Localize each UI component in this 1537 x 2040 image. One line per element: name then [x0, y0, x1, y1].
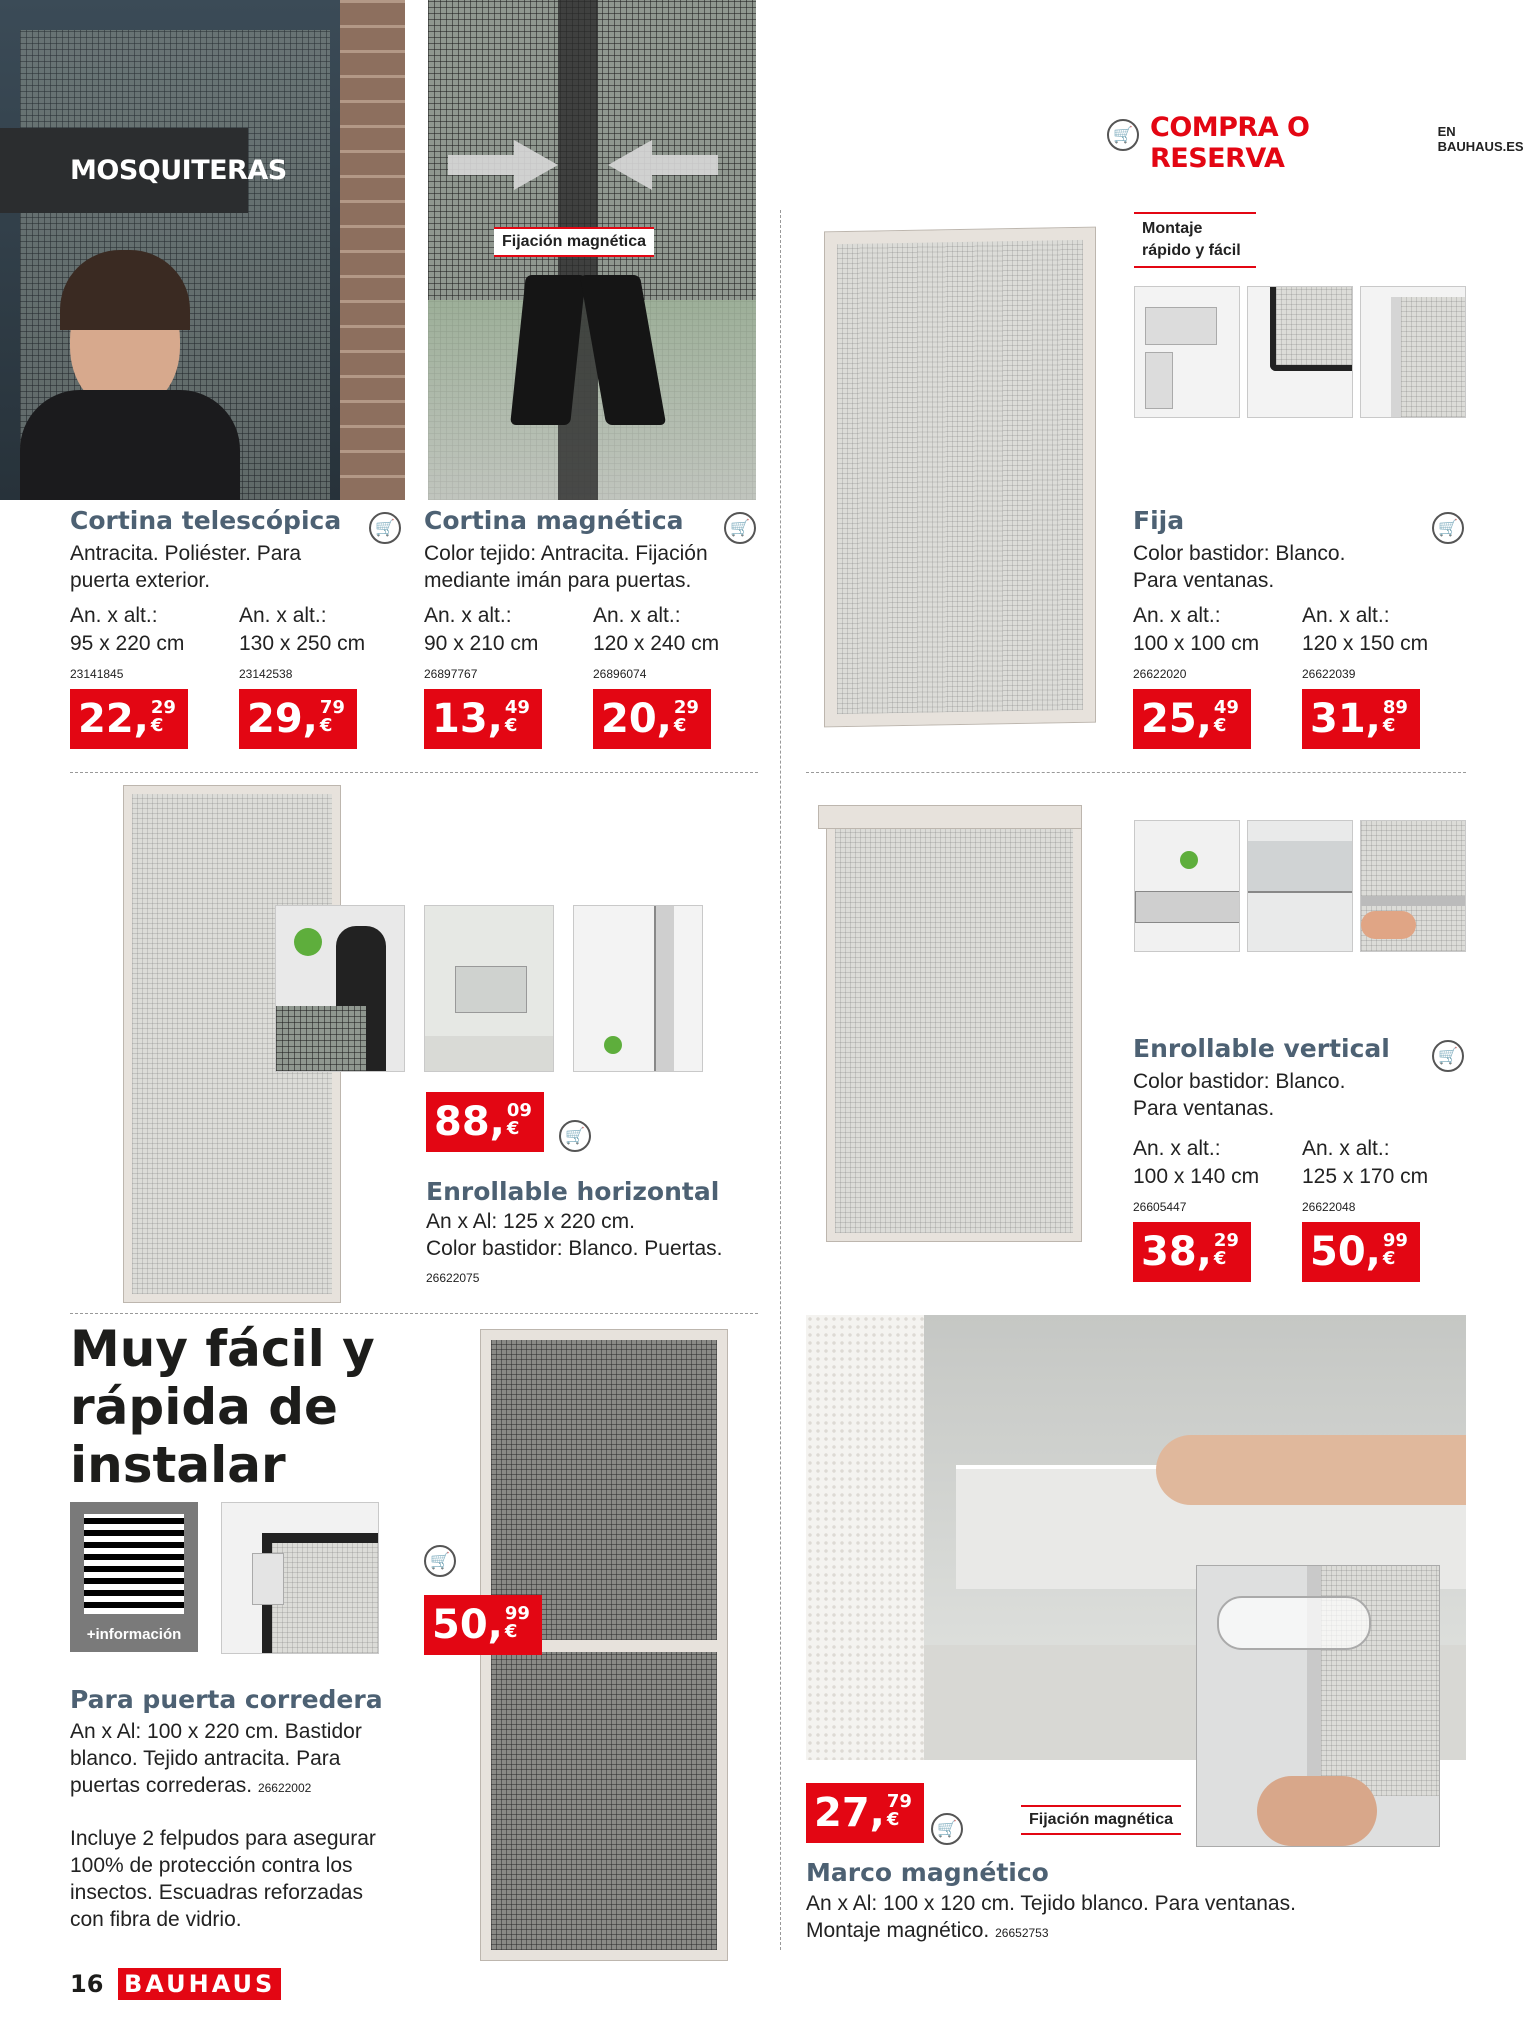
product-title: Marco magnético: [806, 1858, 1049, 1887]
size-label: An. x alt.:: [424, 604, 512, 627]
article-code: 23142538: [239, 667, 293, 681]
price-tag: 50, 99 €: [424, 1595, 542, 1655]
product-description: An x Al: 100 x 220 cm. Bastidor blanco. Tejido antracita. Para puertas correderas. 26622002: [70, 1720, 362, 1797]
size-value: 100 x 140 cm: [1133, 1165, 1260, 1188]
article-code: 26652753: [995, 1926, 1049, 1940]
product-description: An x Al: 125 x 220 cm.: [426, 1210, 635, 1233]
thumb-roller-detail: [275, 905, 405, 1072]
article-code: 26605447: [1133, 1200, 1187, 1214]
price-tag: 88, 09 €: [426, 1092, 544, 1152]
brand-name: BAUHAUS: [124, 1970, 276, 1998]
product-extra-info: Incluye 2 felpudos para asegurar 100% de protección contra los insectos. Escuadras reforzadas con fibra de vidrio.: [70, 1827, 376, 1931]
product-title: Enrollable horizontal: [426, 1177, 720, 1206]
photo-telescopic-curtain: [0, 0, 405, 500]
product-title: Fija: [1133, 506, 1185, 535]
thumb-corner-joint: [1134, 286, 1240, 418]
product-title: Enrollable vertical: [1133, 1034, 1390, 1063]
size-value: 125 x 170 cm: [1302, 1165, 1429, 1188]
product-description: Color bastidor: Blanco. Para ventanas.: [1133, 1070, 1346, 1120]
size-label: An. x alt.:: [1133, 1137, 1221, 1160]
product-title: Cortina telescópica: [70, 506, 342, 535]
article-code: 26622075: [426, 1271, 480, 1285]
add-to-cart-icon[interactable]: 🛒: [424, 1545, 456, 1577]
add-to-cart-icon[interactable]: 🛒: [559, 1120, 591, 1152]
page-number: 16: [70, 1970, 104, 1998]
price-tag: 13, 49 €: [424, 689, 542, 749]
product-description: Color bastidor: Blanco. Para ventanas.: [1133, 542, 1346, 592]
bauhaus-logo: [118, 1968, 281, 2000]
add-to-cart-icon[interactable]: 🛒: [1432, 1040, 1464, 1072]
product-title: Para puerta corredera: [70, 1685, 383, 1714]
cta-small-text: EN BAUHAUS.ES: [1437, 124, 1524, 154]
size-value: 95 x 220 cm: [70, 632, 185, 655]
article-code: 26897767: [424, 667, 478, 681]
size-label: An. x alt.:: [1302, 1137, 1390, 1160]
product-title: Cortina magnética: [424, 506, 684, 535]
size-label: An. x alt.:: [1302, 604, 1390, 627]
photo-vertical-roller: [827, 820, 1081, 1241]
row-divider: [806, 772, 1466, 773]
photo-fixed-screen: [825, 228, 1095, 727]
article-code: 26622002: [257, 1781, 312, 1795]
inset-magnetic-detail: [1196, 1565, 1440, 1847]
qr-code-icon: [84, 1514, 184, 1614]
add-to-cart-icon[interactable]: 🛒: [931, 1813, 963, 1845]
product-description: Color bastidor: Blanco. Puertas.: [426, 1237, 723, 1260]
thumb-guide-detail: [573, 905, 703, 1072]
product-description: Antracita. Poliéster. Para puerta exterior.: [70, 542, 302, 592]
article-code: 23141845: [70, 667, 124, 681]
thumb-bracket-detail: [424, 905, 554, 1072]
cta-shop-online[interactable]: [1150, 112, 1537, 174]
add-to-cart-icon[interactable]: 🛒: [1432, 512, 1464, 544]
size-label: An. x alt.:: [70, 604, 158, 627]
row-divider: [70, 772, 758, 773]
add-to-cart-icon[interactable]: 🛒: [724, 512, 756, 544]
add-to-cart-icon[interactable]: 🛒: [369, 512, 401, 544]
install-headline: Muy fácil y rápida de instalar: [70, 1320, 375, 1494]
thumb-frame-corner: [1247, 286, 1353, 418]
price-tag: 50, 99 €: [1302, 1222, 1420, 1282]
row-divider: [70, 1313, 758, 1314]
size-value: 130 x 250 cm: [239, 632, 366, 655]
size-value: 120 x 150 cm: [1302, 632, 1429, 655]
price-tag: 31, 89 €: [1302, 689, 1420, 749]
article-code: 26896074: [593, 667, 647, 681]
column-divider: [780, 210, 781, 1950]
thumb-sliding-frame: [221, 1502, 379, 1654]
section-title: MOSQUITERAS: [70, 155, 287, 186]
size-label: An. x alt.:: [1133, 604, 1221, 627]
cta-main-text: COMPRA O RESERVA: [1150, 112, 1310, 174]
product-description: Color tejido: Antracita. Fijación mediante imán para puertas.: [424, 542, 708, 592]
article-code: 26622048: [1302, 1200, 1356, 1214]
article-code: 26622020: [1133, 667, 1187, 681]
thumb-pull-detail: [1360, 820, 1466, 952]
size-value: 100 x 100 cm: [1133, 632, 1260, 655]
tag-quick-mount: Montaje rápido y fácil: [1134, 212, 1256, 268]
price-tag: 22, 29 €: [70, 689, 188, 749]
price-tag: 27, 79 €: [806, 1783, 924, 1843]
price-tag: 20, 29 €: [593, 689, 711, 749]
size-label: An. x alt.:: [593, 604, 681, 627]
thumb-frame-edge: [1360, 286, 1466, 418]
size-label: An. x alt.:: [239, 604, 327, 627]
thumb-cassette-detail: [1247, 820, 1353, 952]
cart-icon[interactable]: 🛒: [1107, 119, 1139, 151]
tag-magnetic-fixation: Fijación magnética: [1021, 1805, 1181, 1835]
thumb-chain-detail: [1134, 820, 1240, 952]
price-tag: 38, 29 €: [1133, 1222, 1251, 1282]
price-tag: 29, 79 €: [239, 689, 357, 749]
section-title-band: [0, 128, 287, 213]
size-value: 120 x 240 cm: [593, 632, 720, 655]
roller-cassette: [818, 805, 1082, 829]
product-description: An x Al: 100 x 120 cm. Tejido blanco. Para ventanas. Montaje magnético. 26652753: [806, 1892, 1296, 1942]
tag-magnetic-fixation: Fijación magnética: [494, 227, 654, 257]
size-value: 90 x 210 cm: [424, 632, 539, 655]
price-tag: 25, 49 €: [1133, 689, 1251, 749]
article-code: 26622039: [1302, 667, 1356, 681]
qr-code-box[interactable]: [70, 1502, 198, 1652]
qr-label: +información: [86, 1626, 182, 1643]
